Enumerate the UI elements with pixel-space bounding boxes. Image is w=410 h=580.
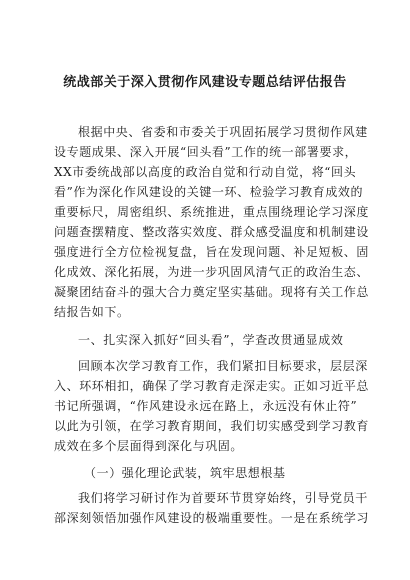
section-1-heading: 一、扎实深入抓好“回头看”，学查改贯通显成效: [78, 333, 344, 347]
subsection-1-line-2: 部深刻领悟加强作风建设的极端重要性。一是在系统学习: [54, 511, 370, 525]
intro-line-6: 问题查摆精度、整改落实效度、群众感受温度和机制建设: [54, 225, 370, 239]
section-1-line-5: 成效在多个层面得到深化与巩固。: [54, 439, 244, 453]
intro-line-3: XX市委统战部以高度的政治自觉和行动自觉，将“回头: [54, 165, 357, 179]
intro-line-7: 强度进行全方位检视复盘，旨在发现问题、补足短板、固: [54, 245, 370, 259]
subsection-1-line-1: 我们将学习研讨作为首要环节贯穿始终，引导党员干: [78, 491, 368, 505]
intro-line-4: 看”作为深化作风建设的关键一环、检验学习教育成效的: [54, 185, 364, 199]
section-1-line-4: 以此为引领，在学习教育期间，我们切实感受到学习教育: [54, 419, 370, 433]
intro-line-10: 结报告如下。: [54, 305, 130, 319]
intro-line-8: 化成效、深化拓展，为进一步巩固风清气正的政治生态、: [54, 265, 370, 279]
section-1-line-3: 书记所强调，“作风建设永远在路上，永远没有休止符”: [54, 399, 358, 413]
subsection-1-heading: （一）强化理论武装，筑牢思想根基: [84, 466, 286, 480]
section-1-line-2: 入、环环相扣，确保了学习教育走深走实。正如习近平总: [54, 379, 370, 393]
document-title: 统战部关于深入贯彻作风建设专题总结评估报告: [63, 75, 347, 90]
intro-line-1: 根据中央、省委和市委关于巩固拓展学习贯彻作风建: [78, 125, 368, 139]
intro-line-2: 设专题成果、深入开展“回头看”工作的统一部署要求，: [54, 145, 358, 159]
intro-line-5: 重要标尺，周密组织、系统推进，重点围绕理论学习深度: [54, 205, 370, 219]
intro-line-9: 凝聚团结奋斗的强大合力奠定坚实基础。现将有关工作总: [54, 285, 370, 299]
section-1-line-1: 回顾本次学习教育工作，我们紧扣目标要求，层层深: [78, 359, 368, 373]
